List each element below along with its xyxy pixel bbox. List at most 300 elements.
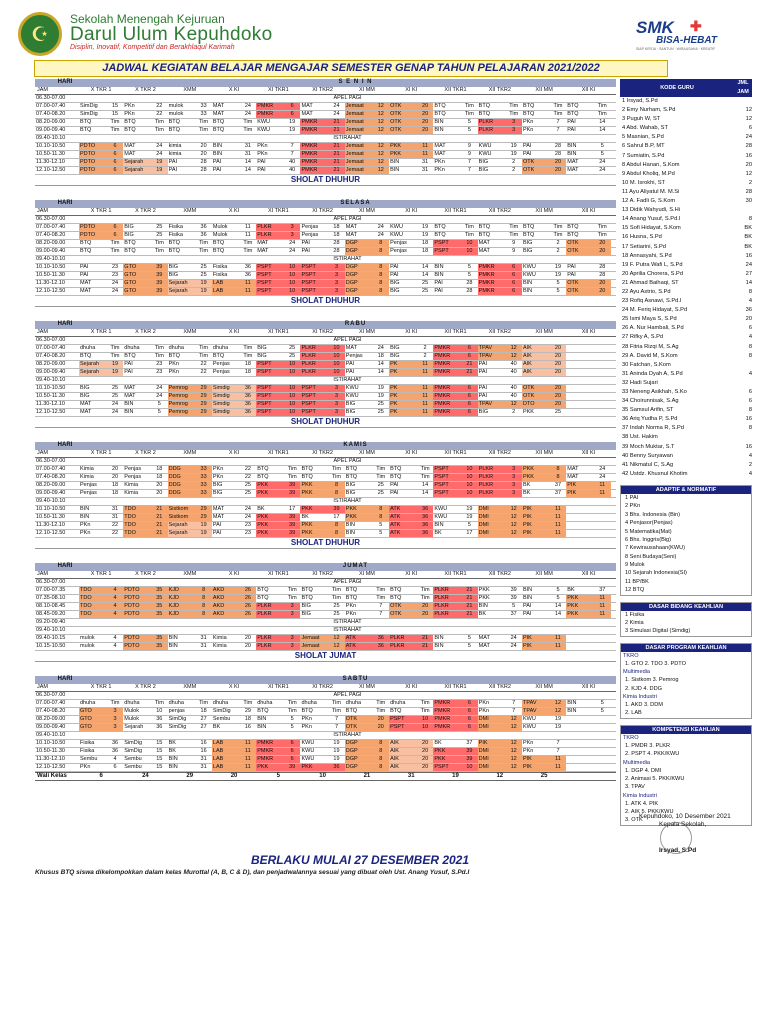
schedule-cell (433, 474, 477, 481)
subject-code: Sembu (124, 764, 142, 770)
teacher-code: 24 (244, 514, 251, 520)
schedule-cell (345, 708, 389, 715)
subject-code: KWU (478, 151, 492, 157)
subject-code: PKn (522, 740, 534, 746)
schedule-cell (566, 474, 610, 481)
teacher-code: 25 (422, 288, 429, 294)
teacher-code: 19 (554, 724, 562, 730)
schedule-cell (478, 740, 522, 747)
subject-code: Simdig (212, 401, 230, 407)
teacher-code: 10 (289, 272, 296, 278)
teacher-code: 10 (333, 361, 340, 367)
schedule-cell (123, 353, 167, 360)
class-header: XII TKR2 (488, 329, 511, 335)
schedule-cell (168, 111, 212, 118)
schedule-cell (212, 280, 256, 287)
teacher-code: 33 (200, 111, 207, 117)
teacher-code: Tim (420, 466, 430, 472)
schedule-cell (212, 506, 256, 513)
teacher-code: 3 (512, 474, 516, 480)
schedule-cell (522, 643, 566, 650)
wali-value: 31 (407, 773, 415, 779)
subject-code: PDTO (124, 643, 140, 649)
class-header: XII TKR2 (488, 450, 511, 456)
teacher-hours (738, 433, 752, 442)
teacher-code (594, 401, 610, 408)
schedule-cell (212, 514, 256, 521)
schedule-cell (300, 288, 344, 295)
subject-code: dhuha (124, 700, 140, 706)
teacher-code: 8 (334, 530, 339, 536)
schedule-cell (256, 603, 300, 610)
schedule-cell (345, 103, 389, 110)
teacher-hours: 6 (748, 389, 752, 395)
schedule-cell (522, 514, 566, 521)
subject-code: PSPT (257, 280, 272, 286)
subject-code: PAI (390, 482, 399, 488)
legend-item: 1 PAI (625, 494, 639, 501)
teacher-code: 26 (244, 603, 251, 609)
teacher-code: 23 (156, 361, 163, 367)
schedule-cell (522, 143, 566, 150)
teacher-code: 24 (510, 643, 517, 649)
schedule-cell (123, 369, 167, 376)
subject-code: OTK (390, 611, 402, 617)
schedule-cell (389, 587, 433, 594)
subject-code: PKK (257, 764, 269, 770)
teacher-code (594, 385, 610, 392)
teacher-row (620, 452, 752, 461)
band-label: ISTIRAHAT (333, 619, 362, 625)
schedule-cell (389, 385, 433, 392)
class-header: XII MM (535, 684, 553, 690)
subject-code: PIK (478, 740, 488, 746)
subject-code: PAI (124, 361, 133, 367)
teacher-code: 12 (510, 716, 517, 722)
teacher-code: Tim (154, 353, 164, 359)
schedule-cell (79, 345, 123, 352)
schedule-cell (345, 748, 389, 755)
subject-code: PKn (522, 748, 534, 754)
teacher-code: 14 (377, 369, 384, 375)
teacher-code: 12 (554, 700, 562, 706)
class-header: XI MM (358, 87, 375, 93)
schedule-cell (389, 353, 433, 360)
schedule-cell (256, 167, 300, 174)
schedule-cell (389, 369, 433, 376)
teacher-hours (738, 379, 752, 388)
teacher-hours-title: JML JAM (734, 79, 752, 97)
subject-code: PKn (478, 708, 490, 714)
jam-label: JAM (37, 450, 48, 456)
band-label: APEL PAGI (333, 216, 362, 222)
teacher-code: 15 (156, 748, 163, 754)
legend-group: Multimedia (623, 669, 651, 676)
teacher-code: 6 (113, 764, 117, 770)
teacher-hours: BK (744, 234, 752, 241)
schedule-cell (212, 611, 256, 618)
schedule-cell (522, 587, 566, 594)
schedule-cell (212, 482, 256, 489)
teacher-code: 25 (422, 280, 429, 286)
time-slot: 06.30-07.00 (36, 95, 66, 101)
legend-item: 2. LAB (625, 710, 642, 717)
teacher-row (620, 470, 752, 479)
schedule-cell (300, 756, 344, 763)
teacher-code: 24 (156, 385, 163, 391)
subject-code: Jemaat (301, 635, 320, 641)
teacher-code: 11 (555, 522, 561, 528)
teacher-code: 24 (289, 240, 296, 246)
schedule-cell (168, 603, 212, 610)
schedule-cell (168, 345, 212, 352)
teacher-name: 41 Nikmatul C, S.Ag (622, 461, 674, 468)
schedule-cell (433, 264, 477, 271)
teacher-code: 40 (510, 369, 517, 375)
teacher-code (594, 506, 610, 513)
subject-code: DDG (168, 466, 181, 472)
teacher-code: 36 (244, 385, 251, 391)
day-name: KAMIS (343, 442, 368, 448)
class-header: XII TKR1 (444, 87, 467, 93)
subject-code: PMKR (301, 151, 318, 157)
schedule-cell (522, 224, 566, 231)
teacher-code: 12 (377, 119, 384, 125)
day-spacer (35, 662, 616, 676)
time-slot: 10.50-11.30 (36, 514, 65, 520)
teacher-code: 3 (512, 466, 516, 472)
subject-code: DMI (478, 514, 489, 520)
subject-code: BIN (168, 635, 178, 641)
subject-code: Penjas (124, 474, 142, 480)
subject-code: LAB (212, 288, 224, 294)
schedule-cell (566, 369, 610, 376)
teacher-code: 6 (290, 756, 294, 762)
teacher-code: 7 (556, 119, 560, 125)
footer-note: Khusus BTQ siswa dikelompokkan dalam kelas Murottal (A, B, C & D), dan penjadwalannya sesuai yang dibuat oleh Ust. Anang Yusuf, S.Pd.I (35, 869, 470, 876)
schedule-cell (123, 635, 167, 642)
schedule-cell (168, 490, 212, 497)
schedule-row (35, 385, 616, 393)
subject-code: PAI (567, 127, 576, 133)
schedule-cell (168, 143, 212, 150)
teacher-code: 22 (111, 530, 119, 536)
schedule-cell (168, 353, 212, 360)
teacher-code: 12 (510, 514, 517, 520)
schedule-cell (123, 127, 167, 134)
teacher-code: 6 (467, 345, 471, 351)
teacher-code: 20 (422, 127, 429, 133)
schedule-cell (123, 159, 167, 166)
teacher-code: 8 (379, 248, 383, 254)
class-header: XI TKR1 (267, 450, 289, 456)
subject-code: AKD (212, 595, 225, 601)
schedule-row (35, 708, 616, 716)
teacher-code: 3 (290, 603, 294, 609)
teacher-row (620, 406, 752, 415)
teacher-code: 39 (510, 587, 517, 593)
subject-code: DMI (478, 530, 489, 536)
subject-code: OTK (345, 716, 358, 722)
teacher-code: 39 (156, 272, 163, 278)
subject-code: PMKR (434, 724, 451, 730)
schedule-cell (168, 385, 212, 392)
subject-code: MAT (257, 248, 269, 254)
teacher-code: 5 (467, 643, 471, 649)
subject-code: BTQ (434, 232, 446, 238)
schedule-cell (433, 280, 477, 287)
schedule-cell (566, 264, 610, 271)
teacher-row (620, 152, 752, 161)
class-header: XII KI (581, 571, 596, 577)
teacher-code: 36 (244, 409, 251, 415)
schedule-cell (212, 224, 256, 231)
subject-code: BTQ (168, 127, 180, 133)
subject-code: PLKR (478, 466, 494, 472)
teacher-hours: 16 (745, 152, 752, 159)
schedule-cell (389, 466, 433, 473)
teacher-code: 7 (556, 127, 560, 133)
schedule-row (35, 167, 616, 175)
teacher-code: 21 (156, 522, 163, 528)
hari-label: HARI (57, 676, 73, 682)
subject-code: BIG (345, 409, 356, 415)
teacher-code: Tim (420, 587, 430, 593)
class-header: XII TKR2 (488, 571, 511, 577)
day-name: JUMAT (342, 563, 369, 569)
teacher-row (620, 361, 752, 370)
subject-code: PSPT (301, 401, 316, 407)
teacher-code: 18 (333, 224, 340, 230)
schedule-cell (522, 353, 566, 360)
band-row (35, 135, 616, 143)
schedule-cell (123, 724, 167, 731)
schedule-cell (345, 587, 389, 594)
schedule-cell (433, 514, 477, 521)
teacher-code: 36 (111, 748, 119, 754)
subject-code: Sejarah (168, 280, 188, 286)
teacher-code (594, 724, 610, 731)
subject-code: PKn (345, 603, 357, 609)
time-slot: 09.40-10.10 (36, 498, 66, 504)
teacher-row (620, 352, 752, 361)
teacher-code: Tim (243, 240, 253, 246)
schedule-row (35, 240, 616, 248)
teacher-code: 21 (333, 143, 340, 149)
schedule-cell (168, 482, 212, 489)
prayer-band: SHOLAT DHUHUR (35, 417, 616, 428)
schedule-cell (212, 595, 256, 602)
schedule-row (35, 393, 616, 401)
schedule-cell (79, 248, 123, 255)
schedule-cell (123, 143, 167, 150)
schedule-cell (389, 748, 433, 755)
subject-code: BIN (257, 724, 267, 730)
teacher-code: Tim (243, 248, 253, 254)
schedule-cell (123, 700, 167, 707)
legend-title: ADAPTIF & NORMATIF (621, 486, 751, 494)
teacher-code: 31 (244, 143, 251, 149)
teacher-code: 18 (244, 361, 251, 367)
teacher-code: 20 (554, 167, 562, 173)
schedule-cell (123, 764, 167, 771)
day-header (35, 563, 616, 571)
subject-code: DMI (478, 764, 489, 770)
subject-code (566, 748, 594, 755)
teacher-code: 20 (111, 474, 119, 480)
teacher-code: 20 (599, 240, 606, 246)
teacher-code: 36 (156, 724, 163, 730)
subject-code: PDTO (80, 224, 96, 230)
subject-code (566, 635, 594, 642)
schedule-cell (522, 280, 566, 287)
teacher-row (620, 179, 752, 188)
subject-code: BTQ (567, 111, 579, 117)
time-slot: 09.00-09.40 (36, 369, 66, 375)
subject-code: PAI (345, 369, 355, 375)
subject-code: BTQ (567, 103, 579, 109)
schedule-cell (389, 522, 433, 529)
schedule-cell (212, 716, 256, 723)
subject-code: MAT (301, 103, 313, 109)
teacher-row (620, 115, 752, 124)
schedule-cell (345, 143, 389, 150)
schedule-cell (389, 756, 433, 763)
schedule-cell (389, 224, 433, 231)
teacher-code: 25 (111, 385, 119, 391)
schedule-cell (522, 167, 566, 174)
subject-code: BIN (522, 595, 533, 601)
schedule-cell (345, 401, 389, 408)
subject-code: PSPT (301, 272, 316, 278)
class-header: XII TKR2 (488, 208, 511, 214)
teacher-code: Tim (509, 224, 519, 230)
class-header: XMM (183, 329, 197, 335)
class-header: XII MM (535, 329, 553, 335)
time-slot: 07.40-08.20 (36, 353, 66, 359)
teacher-code: 22 (156, 103, 163, 109)
subject-code: PAI (567, 272, 576, 278)
teacher-code: 12 (377, 159, 384, 165)
school-line1: Sekolah Menengah Kejuruan (70, 12, 225, 26)
schedule-cell (566, 288, 610, 295)
teacher-code: 39 (289, 514, 296, 520)
teacher-code: 19 (554, 716, 562, 722)
subject-code: PAI (80, 272, 89, 278)
subject-code: PLKR (434, 611, 449, 617)
subject-code: PKK (390, 151, 402, 157)
teacher-name: 12 A. Fadli G, S.Kom (622, 198, 676, 205)
teacher-code (594, 522, 610, 529)
subject-code: BIN (522, 280, 533, 286)
legend-item: 3. OTK (625, 817, 643, 824)
time-slot: 08.20-09.00 (36, 716, 66, 722)
schedule-cell (566, 595, 610, 602)
subject-code: dhuha (124, 345, 140, 351)
schedule-cell (389, 530, 433, 537)
schedule-cell (123, 103, 167, 110)
teacher-code: 37 (554, 482, 562, 488)
schedule-cell (300, 716, 344, 723)
schedule-cell (256, 151, 300, 158)
subject-code: PDTO (80, 232, 96, 238)
subject-code: MAT (124, 393, 136, 399)
schedule-cell (256, 748, 300, 755)
teacher-code: Tim (154, 240, 164, 246)
subject-code (566, 756, 594, 763)
schedule-cell (123, 151, 167, 158)
teacher-code: 37 (466, 740, 473, 746)
time-slot: 09.00-09.40 (36, 490, 66, 496)
subject-code: KWU (478, 143, 492, 149)
subject-code: AIK (390, 756, 399, 762)
schedule-cell (345, 288, 389, 295)
schedule-row (35, 466, 616, 474)
subject-code: AIK (522, 345, 532, 351)
teacher-code: 23 (244, 522, 251, 528)
subject-code: PKK (434, 748, 446, 754)
schedule-cell (79, 409, 123, 416)
teacher-code: 7 (290, 151, 294, 157)
time-slot: 08.20-09.00 (36, 361, 66, 367)
schedule-cell (433, 587, 477, 594)
subject-code: PMKR (434, 353, 451, 359)
smk-logo-subtext: BISA-HEBAT (656, 35, 717, 46)
subject-code: PLKR (257, 643, 272, 649)
schedule-cell (212, 740, 256, 747)
class-header: XI KI (405, 450, 418, 456)
teacher-hours: 12 (745, 116, 752, 123)
teacher-code: 20 (554, 385, 562, 391)
teacher-code: 3 (334, 280, 339, 286)
class-header: XI TKR1 (267, 208, 289, 214)
teacher-code: 29 (200, 409, 207, 415)
schedule-cell (522, 345, 566, 352)
subject-code: BTQ (80, 119, 92, 125)
subject-code: BTQ (257, 708, 269, 714)
schedule-cell (389, 643, 433, 650)
schedule-cell (522, 127, 566, 134)
teacher-row (620, 97, 752, 106)
schedule-cell (522, 272, 566, 279)
subject-code: PAI (522, 603, 532, 609)
subject-code: PKn (301, 724, 312, 730)
subject-code: mulok (168, 103, 184, 109)
teacher-code: 19 (200, 288, 207, 294)
band-label: APEL PAGI (333, 579, 362, 585)
subject-code: Kimia (212, 643, 227, 649)
teacher-code: 36 (333, 764, 340, 770)
subject-code: BIN (345, 522, 355, 528)
schedule-cell (79, 353, 123, 360)
schedule-row (35, 224, 616, 232)
subject-code: OTK (345, 724, 358, 730)
schedule-cell (212, 530, 256, 537)
teacher-code: 31 (111, 506, 119, 512)
class-header: XI TKR2 (312, 329, 333, 335)
schedule-cell (79, 611, 123, 618)
schedule-cell (79, 103, 123, 110)
column-header (35, 450, 616, 458)
teacher-code: 10 (289, 264, 296, 270)
schedule-cell (212, 264, 256, 271)
teacher-row (620, 142, 752, 151)
subject-code: PLKR (478, 127, 494, 133)
schedule-cell (566, 345, 610, 352)
teacher-code: 21 (422, 643, 429, 649)
schedule-cell (123, 264, 167, 271)
teacher-hours: 2 (748, 461, 752, 468)
